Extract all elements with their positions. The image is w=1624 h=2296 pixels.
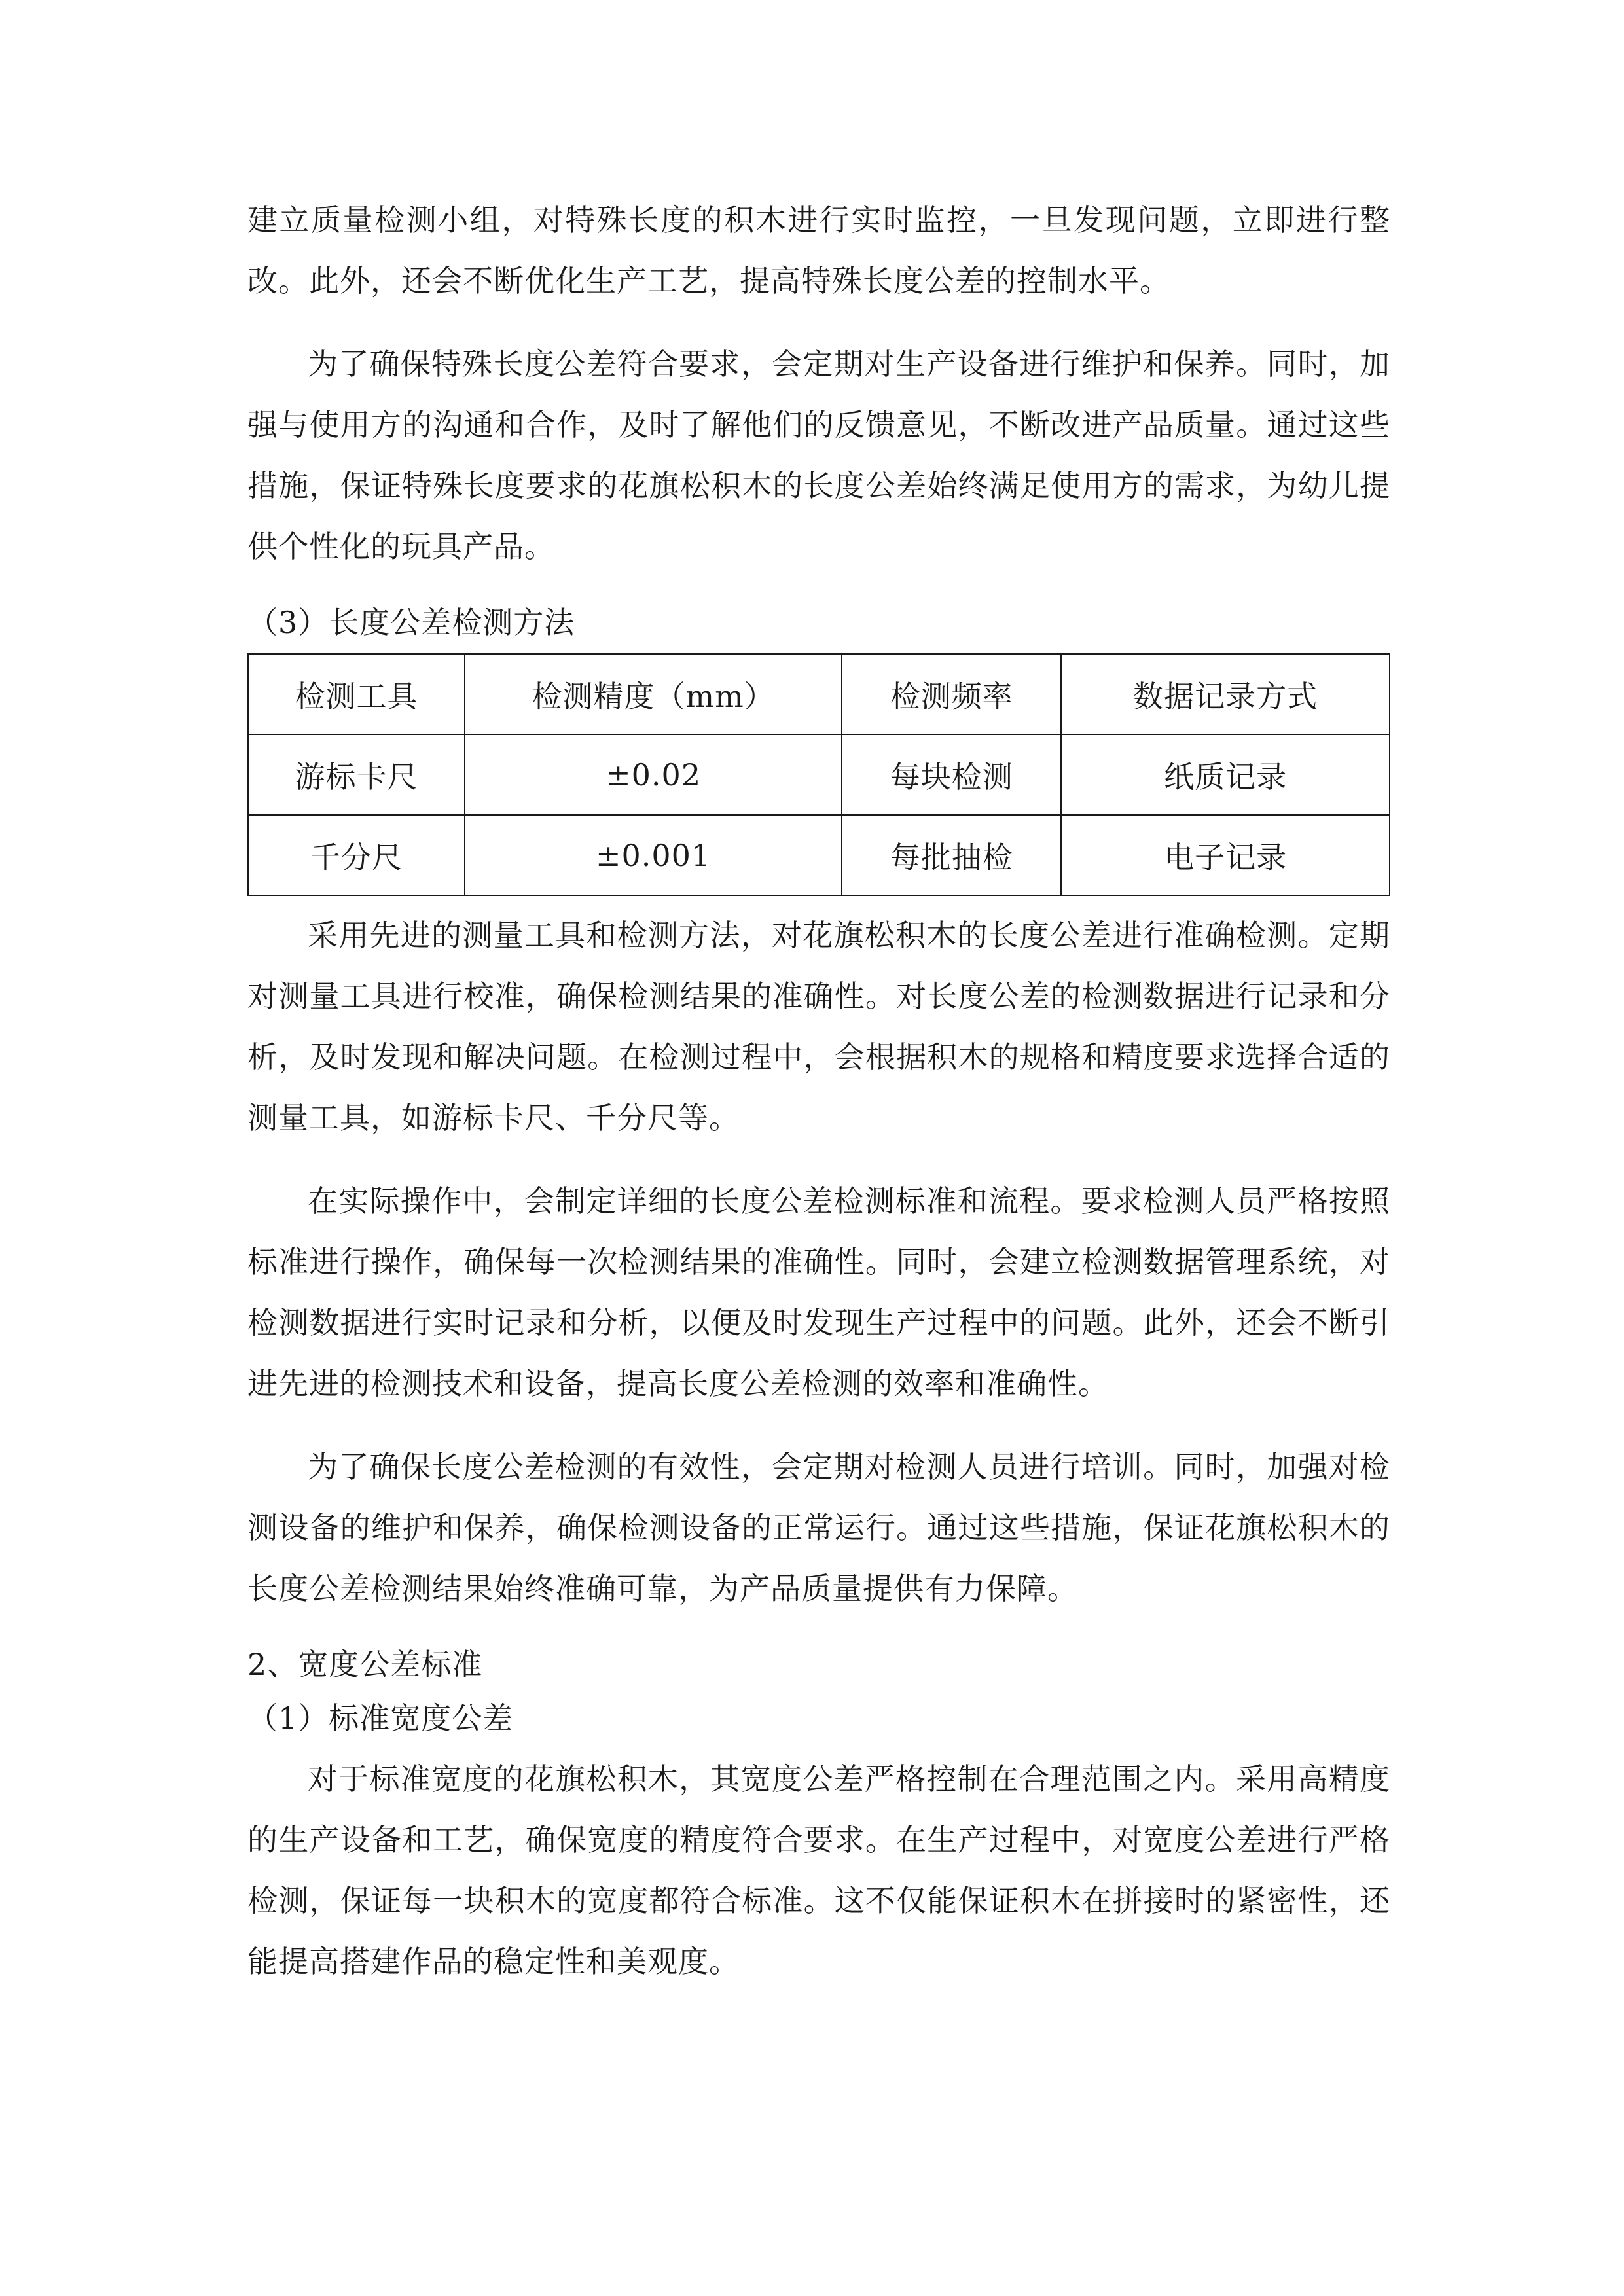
length-tolerance-test-table: [247, 653, 1390, 896]
table-header-cell: 数据记录方式: [1061, 654, 1390, 734]
paragraph-maintenance: 为了确保特殊长度公差符合要求，会定期对生产设备进行维护和保养。同时，加强与使用方的沟通和合作，及时了解他们的反馈意见，不断改进产品质量。通过这些措施，保证特殊长度要求的花旗松积木的长度公差始终满足使用方的需求，为幼儿提供个性化的玩具产品。: [247, 346, 1390, 564]
paragraph-measurement-tools: 采用先进的测量工具和检测方法，对花旗松积木的长度公差进行准确检测。定期对测量工具进行校准，确保检测结果的准确性。对长度公差的检测数据进行记录和分析，及时发现和解决问题。在检测过程中，会根据积木的规格和精度要求选择合适的测量工具，如游标卡尺、千分尺等。: [247, 918, 1390, 1136]
table-cell: 纸质记录: [1061, 734, 1390, 815]
subsection-heading-standard-width: （1）标准宽度公差: [247, 1700, 514, 1736]
table-cell: 电子记录: [1061, 815, 1390, 895]
table-header-cell: 检测精度（mm）: [465, 654, 842, 734]
table-cell: 每批抽检: [842, 815, 1061, 895]
paragraph-standard-width: 对于标准宽度的花旗松积木，其宽度公差严格控制在合理范围之内。采用高精度的生产设备和工艺，确保宽度的精度符合要求。在生产过程中，对宽度公差进行严格检测，保证每一块积木的宽度都符合标准。这不仅能保证积木在拼接时的紧密性，还能提高搭建作品的稳定性和美观度。: [247, 1761, 1390, 1979]
paragraph-training: 为了确保长度公差检测的有效性，会定期对检测人员进行培训。同时，加强对检测设备的维护和保养，确保检测设备的正常运行。通过这些措施，保证花旗松积木的长度公差检测结果始终准确可靠，为产品质量提供有力保障。: [247, 1449, 1390, 1606]
document-body: [247, 190, 1390, 2015]
table-cell: ±0.001: [465, 815, 842, 895]
table-cell: 千分尺: [248, 815, 465, 895]
section-heading-length-test-method: （3）长度公差检测方法: [247, 605, 575, 640]
table-row: [248, 734, 1390, 815]
table-header-cell: 检测工具: [248, 654, 465, 734]
table-row: [248, 815, 1390, 895]
paragraph-test-procedure: 在实际操作中，会制定详细的长度公差检测标准和流程。要求检测人员严格按照标准进行操作，确保每一次检测结果的准确性。同时，会建立检测数据管理系统，对检测数据进行实时记录和分析，以便及时发现生产过程中的问题。此外，还会不断引进先进的检测技术和设备，提高长度公差检测的效率和准确性。: [247, 1183, 1390, 1401]
table-cell: 每块检测: [842, 734, 1061, 815]
table-cell: 游标卡尺: [248, 734, 465, 815]
table-header-cell: 检测频率: [842, 654, 1061, 734]
table-header-row: [248, 654, 1390, 734]
paragraph-continued: 建立质量检测小组，对特殊长度的积木进行实时监控，一旦发现问题，立即进行整改。此外，还会不断优化生产工艺，提高特殊长度公差的控制水平。: [247, 202, 1390, 298]
table-cell: ±0.02: [465, 734, 842, 815]
section-heading-width-tolerance: 2、宽度公差标准: [247, 1647, 483, 1682]
